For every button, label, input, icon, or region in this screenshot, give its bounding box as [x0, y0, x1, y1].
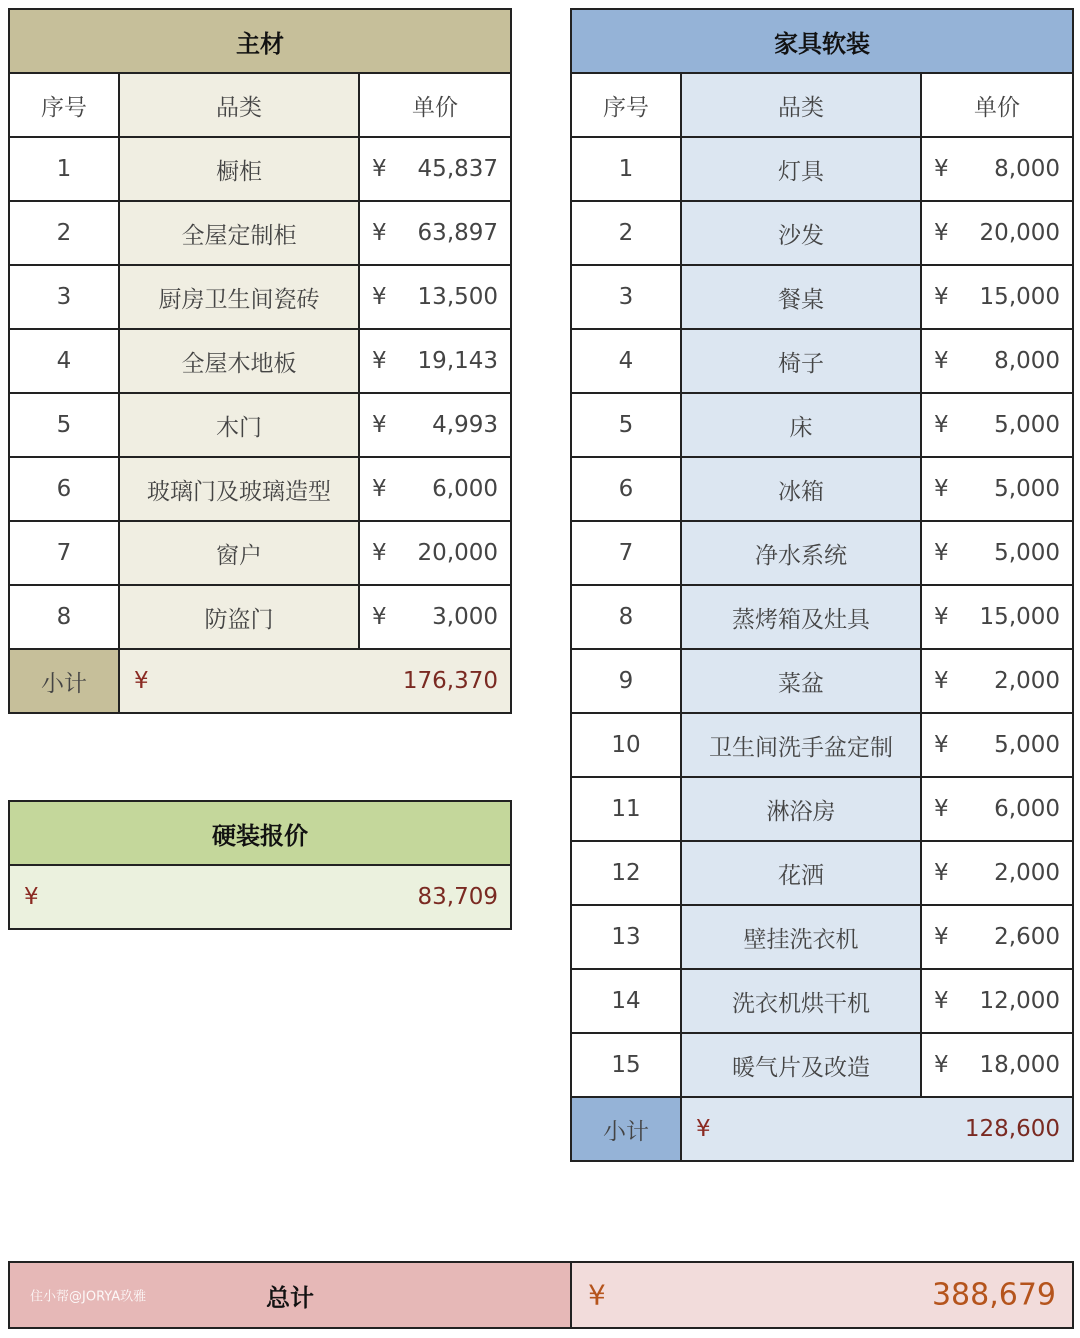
row-category: 暖气片及改造	[681, 1033, 921, 1097]
row-category: 厨房卫生间瓷砖	[119, 265, 359, 329]
table-row	[9, 137, 511, 201]
table-row	[571, 905, 1073, 969]
currency-symbol: ¥	[588, 1278, 606, 1312]
hard-install-value: 83,709	[417, 884, 498, 910]
row-category: 全屋定制柜	[119, 201, 359, 265]
currency-symbol: ¥	[372, 412, 387, 438]
main-materials-table	[8, 8, 512, 714]
grand-total-value-cell	[571, 1262, 1073, 1328]
row-price-cell	[921, 777, 1073, 841]
row-category: 花洒	[681, 841, 921, 905]
row-number: 4	[571, 329, 681, 393]
row-price: 8,000	[994, 348, 1061, 374]
subtotal-label: 小计	[9, 649, 119, 713]
row-price-cell	[921, 905, 1073, 969]
row-category: 淋浴房	[681, 777, 921, 841]
currency-symbol: ¥	[372, 540, 387, 566]
row-price: 15,000	[979, 604, 1061, 630]
table-row	[571, 137, 1073, 201]
table-row	[571, 1033, 1073, 1097]
furniture-title: 家具软装	[571, 9, 1073, 73]
row-number: 13	[571, 905, 681, 969]
row-category: 沙发	[681, 201, 921, 265]
row-number: 5	[571, 393, 681, 457]
row-price-cell	[359, 393, 511, 457]
row-category: 橱柜	[119, 137, 359, 201]
row-price: 6,000	[994, 796, 1061, 822]
table-row	[571, 521, 1073, 585]
header-price: 单价	[921, 73, 1073, 137]
row-price: 13,500	[417, 284, 499, 310]
row-price-cell	[359, 585, 511, 649]
currency-symbol: ¥	[934, 604, 949, 630]
row-price-cell	[921, 969, 1073, 1033]
table-row	[571, 393, 1073, 457]
table-row	[571, 969, 1073, 1033]
hard-install-value-cell	[9, 865, 511, 929]
table-row	[9, 585, 511, 649]
row-price-cell	[359, 457, 511, 521]
table-row	[9, 329, 511, 393]
row-price: 20,000	[417, 540, 499, 566]
row-price-cell	[359, 521, 511, 585]
row-category: 全屋木地板	[119, 329, 359, 393]
row-number: 6	[571, 457, 681, 521]
subtotal-row	[9, 649, 511, 713]
row-price: 20,000	[979, 220, 1061, 246]
row-price: 3,000	[432, 604, 499, 630]
currency-symbol: ¥	[934, 412, 949, 438]
row-category: 净水系统	[681, 521, 921, 585]
currency-symbol: ¥	[372, 284, 387, 310]
currency-symbol: ¥	[934, 476, 949, 502]
row-category: 壁挂洗衣机	[681, 905, 921, 969]
currency-symbol: ¥	[134, 668, 149, 694]
currency-symbol: ¥	[372, 476, 387, 502]
row-price-cell	[921, 329, 1073, 393]
row-number: 2	[571, 201, 681, 265]
row-category: 灯具	[681, 137, 921, 201]
subtotal-value: 176,370	[402, 668, 499, 694]
row-number: 14	[571, 969, 681, 1033]
subtotal-row	[571, 1097, 1073, 1161]
table-row	[571, 329, 1073, 393]
row-price: 19,143	[417, 348, 499, 374]
header-category: 品类	[681, 73, 921, 137]
header-price: 单价	[359, 73, 511, 137]
subtotal-value-cell	[119, 649, 511, 713]
table-row	[571, 649, 1073, 713]
currency-symbol: ¥	[934, 1052, 949, 1078]
row-price-cell	[921, 393, 1073, 457]
row-price: 2,000	[994, 668, 1061, 694]
row-number: 8	[571, 585, 681, 649]
table-row	[571, 265, 1073, 329]
currency-symbol: ¥	[934, 860, 949, 886]
currency-symbol: ¥	[372, 604, 387, 630]
table-row	[571, 201, 1073, 265]
table-row	[571, 713, 1073, 777]
row-price: 5,000	[994, 412, 1061, 438]
table-row	[9, 265, 511, 329]
row-number: 10	[571, 713, 681, 777]
main-materials-title: 主材	[9, 9, 511, 73]
currency-symbol: ¥	[934, 540, 949, 566]
row-number: 6	[9, 457, 119, 521]
row-number: 12	[571, 841, 681, 905]
row-price-cell	[921, 713, 1073, 777]
table-row	[571, 457, 1073, 521]
currency-symbol: ¥	[372, 348, 387, 374]
subtotal-value-cell	[681, 1097, 1073, 1161]
row-price: 5,000	[994, 476, 1061, 502]
table-row	[571, 841, 1073, 905]
row-category: 木门	[119, 393, 359, 457]
currency-symbol: ¥	[696, 1116, 711, 1142]
row-price: 18,000	[979, 1052, 1061, 1078]
row-category: 菜盆	[681, 649, 921, 713]
row-number: 4	[9, 329, 119, 393]
row-category: 玻璃门及玻璃造型	[119, 457, 359, 521]
currency-symbol: ¥	[934, 732, 949, 758]
currency-symbol: ¥	[934, 348, 949, 374]
table-row	[9, 457, 511, 521]
currency-symbol: ¥	[934, 924, 949, 950]
row-number: 7	[571, 521, 681, 585]
row-number: 8	[9, 585, 119, 649]
currency-symbol: ¥	[934, 284, 949, 310]
row-price-cell	[359, 265, 511, 329]
row-price-cell	[921, 137, 1073, 201]
row-number: 1	[571, 137, 681, 201]
table-row	[9, 393, 511, 457]
currency-symbol: ¥	[934, 988, 949, 1014]
grand-total-label-cell	[9, 1262, 571, 1328]
row-price: 4,993	[432, 412, 499, 438]
grand-total-value: 388,679	[931, 1277, 1056, 1313]
row-price-cell	[921, 841, 1073, 905]
currency-symbol: ¥	[24, 884, 39, 910]
row-number: 15	[571, 1033, 681, 1097]
header-category: 品类	[119, 73, 359, 137]
row-category: 卫生间洗手盆定制	[681, 713, 921, 777]
row-number: 11	[571, 777, 681, 841]
row-category: 窗户	[119, 521, 359, 585]
grand-total-label: 总计	[266, 1283, 314, 1312]
row-number: 3	[571, 265, 681, 329]
currency-symbol: ¥	[934, 156, 949, 182]
row-price-cell	[921, 521, 1073, 585]
row-category: 餐桌	[681, 265, 921, 329]
header-no: 序号	[9, 73, 119, 137]
row-category: 冰箱	[681, 457, 921, 521]
row-price-cell	[921, 585, 1073, 649]
row-price: 12,000	[979, 988, 1061, 1014]
hard-install-table	[8, 800, 512, 930]
subtotal-label: 小计	[571, 1097, 681, 1161]
currency-symbol: ¥	[372, 220, 387, 246]
header-no: 序号	[571, 73, 681, 137]
row-price: 15,000	[979, 284, 1061, 310]
row-price-cell	[921, 201, 1073, 265]
hard-install-title: 硬装报价	[9, 801, 511, 865]
row-price: 6,000	[432, 476, 499, 502]
row-price: 45,837	[417, 156, 499, 182]
row-price-cell	[921, 265, 1073, 329]
row-category: 椅子	[681, 329, 921, 393]
row-number: 1	[9, 137, 119, 201]
table-row	[571, 777, 1073, 841]
row-number: 3	[9, 265, 119, 329]
row-number: 9	[571, 649, 681, 713]
row-price-cell	[359, 201, 511, 265]
row-price: 2,600	[994, 924, 1061, 950]
row-price-cell	[921, 457, 1073, 521]
row-price-cell	[359, 137, 511, 201]
currency-symbol: ¥	[934, 668, 949, 694]
currency-symbol: ¥	[934, 220, 949, 246]
currency-symbol: ¥	[934, 796, 949, 822]
row-category: 蒸烤箱及灶具	[681, 585, 921, 649]
row-price: 63,897	[417, 220, 499, 246]
currency-symbol: ¥	[372, 156, 387, 182]
row-price-cell	[921, 1033, 1073, 1097]
row-price-cell	[359, 329, 511, 393]
subtotal-value: 128,600	[964, 1116, 1061, 1142]
row-price-cell	[921, 649, 1073, 713]
row-category: 床	[681, 393, 921, 457]
row-category: 防盗门	[119, 585, 359, 649]
furniture-table	[570, 8, 1074, 1162]
row-number: 2	[9, 201, 119, 265]
table-row	[9, 521, 511, 585]
row-price: 5,000	[994, 540, 1061, 566]
table-row	[9, 201, 511, 265]
row-number: 5	[9, 393, 119, 457]
row-price: 5,000	[994, 732, 1061, 758]
watermark: 住小帮@JORYA玖雅	[30, 1289, 147, 1305]
row-number: 7	[9, 521, 119, 585]
row-category: 洗衣机烘干机	[681, 969, 921, 1033]
table-row	[571, 585, 1073, 649]
row-price: 8,000	[994, 156, 1061, 182]
row-price: 2,000	[994, 860, 1061, 886]
grand-total-table	[8, 1261, 1074, 1329]
